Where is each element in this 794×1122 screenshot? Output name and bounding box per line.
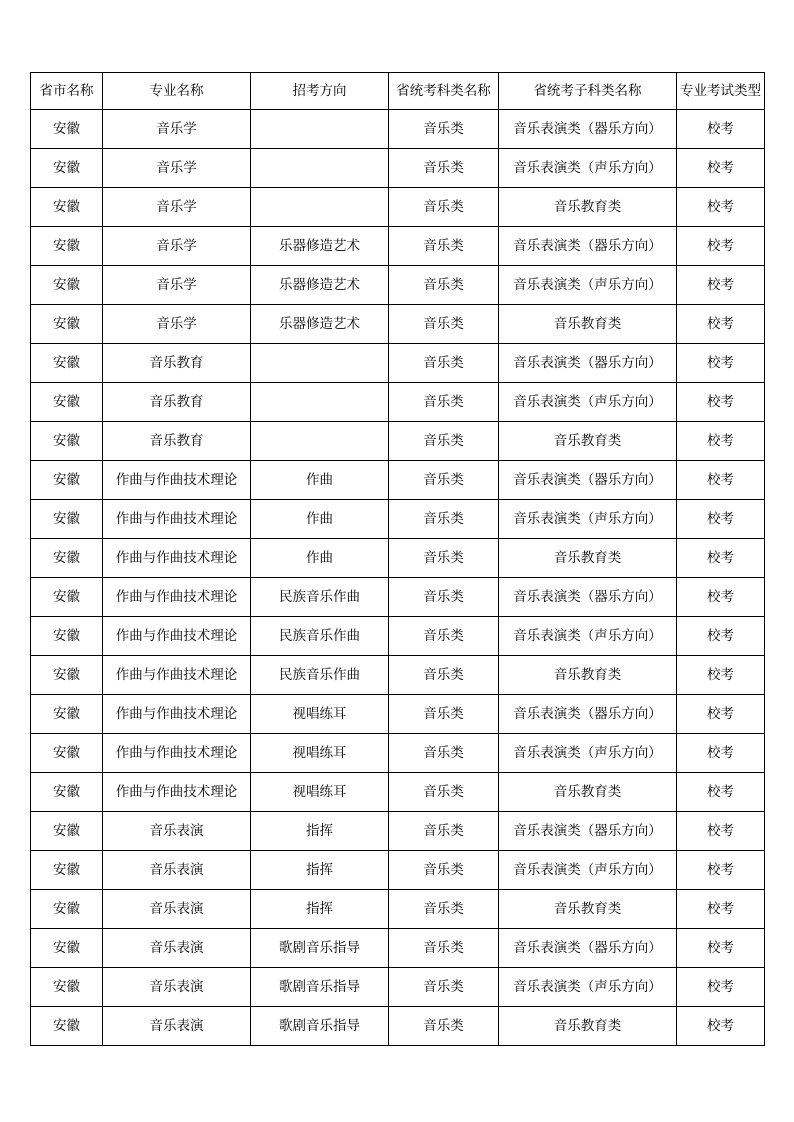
cell-direction: 作曲	[251, 539, 389, 578]
cell-exam-type: 校考	[677, 734, 765, 773]
cell-major: 音乐学	[103, 305, 251, 344]
cell-major: 音乐表演	[103, 968, 251, 1007]
cell-exam-type: 校考	[677, 539, 765, 578]
cell-direction: 作曲	[251, 461, 389, 500]
cell-provincial-category: 音乐类	[389, 578, 499, 617]
cell-provincial-category: 音乐类	[389, 968, 499, 1007]
cell-provincial-category: 音乐类	[389, 227, 499, 266]
cell-exam-type: 校考	[677, 695, 765, 734]
cell-provincial-category: 音乐类	[389, 617, 499, 656]
cell-exam-type: 校考	[677, 422, 765, 461]
cell-provincial-subcategory: 音乐表演类（声乐方向）	[499, 968, 677, 1007]
cell-direction: 乐器修造艺术	[251, 266, 389, 305]
cell-provincial-subcategory: 音乐表演类（器乐方向）	[499, 227, 677, 266]
cell-major: 作曲与作曲技术理论	[103, 617, 251, 656]
cell-exam-type: 校考	[677, 500, 765, 539]
cell-provincial-subcategory: 音乐表演类（器乐方向）	[499, 578, 677, 617]
cell-direction: 视唱练耳	[251, 734, 389, 773]
cell-provincial-subcategory: 音乐表演类（器乐方向）	[499, 344, 677, 383]
table-row	[31, 149, 765, 188]
cell-exam-type: 校考	[677, 461, 765, 500]
cell-provincial-category: 音乐类	[389, 1007, 499, 1046]
column-header-provincial-subcategory: 省统考子科类名称	[499, 73, 677, 110]
cell-major: 音乐教育	[103, 422, 251, 461]
cell-provincial-subcategory: 音乐表演类（器乐方向）	[499, 110, 677, 149]
cell-direction: 视唱练耳	[251, 695, 389, 734]
cell-direction	[251, 110, 389, 149]
table-row	[31, 773, 765, 812]
table-header-row	[31, 73, 765, 110]
cell-major: 音乐学	[103, 110, 251, 149]
table-row	[31, 851, 765, 890]
cell-provincial-category: 音乐类	[389, 929, 499, 968]
cell-province: 安徽	[31, 539, 103, 578]
column-header-province: 省市名称	[31, 73, 103, 110]
cell-provincial-category: 音乐类	[389, 110, 499, 149]
cell-exam-type: 校考	[677, 578, 765, 617]
cell-exam-type: 校考	[677, 773, 765, 812]
cell-major: 音乐学	[103, 149, 251, 188]
cell-exam-type: 校考	[677, 110, 765, 149]
cell-provincial-category: 音乐类	[389, 149, 499, 188]
cell-provincial-category: 音乐类	[389, 266, 499, 305]
cell-direction: 民族音乐作曲	[251, 578, 389, 617]
cell-province: 安徽	[31, 851, 103, 890]
cell-exam-type: 校考	[677, 968, 765, 1007]
cell-exam-type: 校考	[677, 227, 765, 266]
column-header-major: 专业名称	[103, 73, 251, 110]
cell-exam-type: 校考	[677, 188, 765, 227]
table-row	[31, 578, 765, 617]
table-row	[31, 617, 765, 656]
cell-direction: 歌剧音乐指导	[251, 1007, 389, 1046]
cell-provincial-subcategory: 音乐表演类（声乐方向）	[499, 266, 677, 305]
cell-direction	[251, 344, 389, 383]
cell-direction: 歌剧音乐指导	[251, 968, 389, 1007]
cell-direction: 指挥	[251, 851, 389, 890]
table-row	[31, 812, 765, 851]
cell-provincial-subcategory: 音乐教育类	[499, 422, 677, 461]
table-row	[31, 461, 765, 500]
cell-provincial-category: 音乐类	[389, 461, 499, 500]
cell-direction: 作曲	[251, 500, 389, 539]
cell-province: 安徽	[31, 305, 103, 344]
cell-major: 音乐表演	[103, 812, 251, 851]
cell-provincial-subcategory: 音乐表演类（声乐方向）	[499, 617, 677, 656]
cell-provincial-category: 音乐类	[389, 305, 499, 344]
cell-province: 安徽	[31, 188, 103, 227]
cell-exam-type: 校考	[677, 617, 765, 656]
cell-major: 作曲与作曲技术理论	[103, 539, 251, 578]
cell-exam-type: 校考	[677, 929, 765, 968]
cell-major: 音乐教育	[103, 383, 251, 422]
cell-province: 安徽	[31, 110, 103, 149]
table-row	[31, 188, 765, 227]
table-row	[31, 344, 765, 383]
cell-major: 音乐表演	[103, 890, 251, 929]
admissions-table	[30, 72, 765, 1046]
table-body	[31, 110, 765, 1046]
cell-province: 安徽	[31, 812, 103, 851]
cell-major: 音乐学	[103, 227, 251, 266]
cell-provincial-category: 音乐类	[389, 773, 499, 812]
cell-province: 安徽	[31, 656, 103, 695]
cell-provincial-subcategory: 音乐表演类（声乐方向）	[499, 149, 677, 188]
cell-province: 安徽	[31, 929, 103, 968]
cell-direction: 民族音乐作曲	[251, 617, 389, 656]
cell-province: 安徽	[31, 344, 103, 383]
cell-provincial-category: 音乐类	[389, 539, 499, 578]
table-row	[31, 266, 765, 305]
cell-provincial-category: 音乐类	[389, 383, 499, 422]
cell-direction: 视唱练耳	[251, 773, 389, 812]
cell-major: 作曲与作曲技术理论	[103, 500, 251, 539]
cell-exam-type: 校考	[677, 1007, 765, 1046]
cell-provincial-category: 音乐类	[389, 422, 499, 461]
cell-province: 安徽	[31, 266, 103, 305]
table-row	[31, 734, 765, 773]
table-header	[31, 73, 765, 110]
cell-provincial-category: 音乐类	[389, 734, 499, 773]
cell-province: 安徽	[31, 734, 103, 773]
cell-province: 安徽	[31, 383, 103, 422]
cell-provincial-subcategory: 音乐表演类（器乐方向）	[499, 812, 677, 851]
cell-province: 安徽	[31, 149, 103, 188]
cell-major: 音乐表演	[103, 1007, 251, 1046]
cell-provincial-subcategory: 音乐表演类（器乐方向）	[499, 461, 677, 500]
cell-direction	[251, 383, 389, 422]
table-row	[31, 422, 765, 461]
column-header-exam-type: 专业考试类型	[677, 73, 765, 110]
table-row	[31, 305, 765, 344]
table-row	[31, 929, 765, 968]
table-row	[31, 383, 765, 422]
cell-direction: 指挥	[251, 890, 389, 929]
table-row	[31, 227, 765, 266]
cell-province: 安徽	[31, 500, 103, 539]
cell-provincial-subcategory: 音乐教育类	[499, 773, 677, 812]
table-row	[31, 695, 765, 734]
cell-provincial-category: 音乐类	[389, 890, 499, 929]
cell-direction: 乐器修造艺术	[251, 305, 389, 344]
cell-provincial-subcategory: 音乐表演类（声乐方向）	[499, 500, 677, 539]
column-header-provincial-category: 省统考科类名称	[389, 73, 499, 110]
cell-province: 安徽	[31, 578, 103, 617]
cell-provincial-subcategory: 音乐表演类（器乐方向）	[499, 695, 677, 734]
cell-direction: 指挥	[251, 812, 389, 851]
cell-provincial-category: 音乐类	[389, 812, 499, 851]
cell-major: 作曲与作曲技术理论	[103, 461, 251, 500]
cell-direction	[251, 422, 389, 461]
cell-provincial-category: 音乐类	[389, 851, 499, 890]
cell-provincial-subcategory: 音乐教育类	[499, 305, 677, 344]
cell-province: 安徽	[31, 773, 103, 812]
cell-major: 音乐教育	[103, 344, 251, 383]
cell-province: 安徽	[31, 1007, 103, 1046]
cell-direction: 乐器修造艺术	[251, 227, 389, 266]
cell-provincial-subcategory: 音乐表演类（声乐方向）	[499, 383, 677, 422]
cell-exam-type: 校考	[677, 266, 765, 305]
cell-province: 安徽	[31, 617, 103, 656]
table-row	[31, 968, 765, 1007]
cell-provincial-subcategory: 音乐表演类（声乐方向）	[499, 734, 677, 773]
cell-major: 音乐表演	[103, 929, 251, 968]
cell-province: 安徽	[31, 695, 103, 734]
table-row	[31, 110, 765, 149]
cell-exam-type: 校考	[677, 383, 765, 422]
cell-major: 作曲与作曲技术理论	[103, 773, 251, 812]
table-row	[31, 1007, 765, 1046]
cell-exam-type: 校考	[677, 344, 765, 383]
cell-major: 音乐学	[103, 266, 251, 305]
cell-direction	[251, 149, 389, 188]
cell-exam-type: 校考	[677, 656, 765, 695]
cell-exam-type: 校考	[677, 149, 765, 188]
cell-provincial-category: 音乐类	[389, 344, 499, 383]
cell-exam-type: 校考	[677, 851, 765, 890]
cell-province: 安徽	[31, 890, 103, 929]
cell-major: 作曲与作曲技术理论	[103, 656, 251, 695]
cell-provincial-category: 音乐类	[389, 500, 499, 539]
cell-major: 音乐学	[103, 188, 251, 227]
table-row	[31, 656, 765, 695]
cell-province: 安徽	[31, 968, 103, 1007]
table-row	[31, 539, 765, 578]
cell-provincial-subcategory: 音乐教育类	[499, 188, 677, 227]
cell-provincial-category: 音乐类	[389, 188, 499, 227]
cell-provincial-subcategory: 音乐教育类	[499, 539, 677, 578]
cell-provincial-category: 音乐类	[389, 695, 499, 734]
cell-direction	[251, 188, 389, 227]
table-row	[31, 890, 765, 929]
cell-provincial-subcategory: 音乐表演类（器乐方向）	[499, 929, 677, 968]
cell-provincial-subcategory: 音乐教育类	[499, 1007, 677, 1046]
table-row	[31, 500, 765, 539]
cell-exam-type: 校考	[677, 812, 765, 851]
cell-provincial-category: 音乐类	[389, 656, 499, 695]
cell-major: 作曲与作曲技术理论	[103, 578, 251, 617]
cell-major: 作曲与作曲技术理论	[103, 734, 251, 773]
cell-exam-type: 校考	[677, 305, 765, 344]
column-header-direction: 招考方向	[251, 73, 389, 110]
cell-provincial-subcategory: 音乐教育类	[499, 656, 677, 695]
cell-provincial-subcategory: 音乐教育类	[499, 890, 677, 929]
cell-province: 安徽	[31, 461, 103, 500]
cell-direction: 歌剧音乐指导	[251, 929, 389, 968]
cell-direction: 民族音乐作曲	[251, 656, 389, 695]
cell-major: 音乐表演	[103, 851, 251, 890]
cell-province: 安徽	[31, 422, 103, 461]
cell-provincial-subcategory: 音乐表演类（声乐方向）	[499, 851, 677, 890]
cell-major: 作曲与作曲技术理论	[103, 695, 251, 734]
cell-exam-type: 校考	[677, 890, 765, 929]
cell-province: 安徽	[31, 227, 103, 266]
